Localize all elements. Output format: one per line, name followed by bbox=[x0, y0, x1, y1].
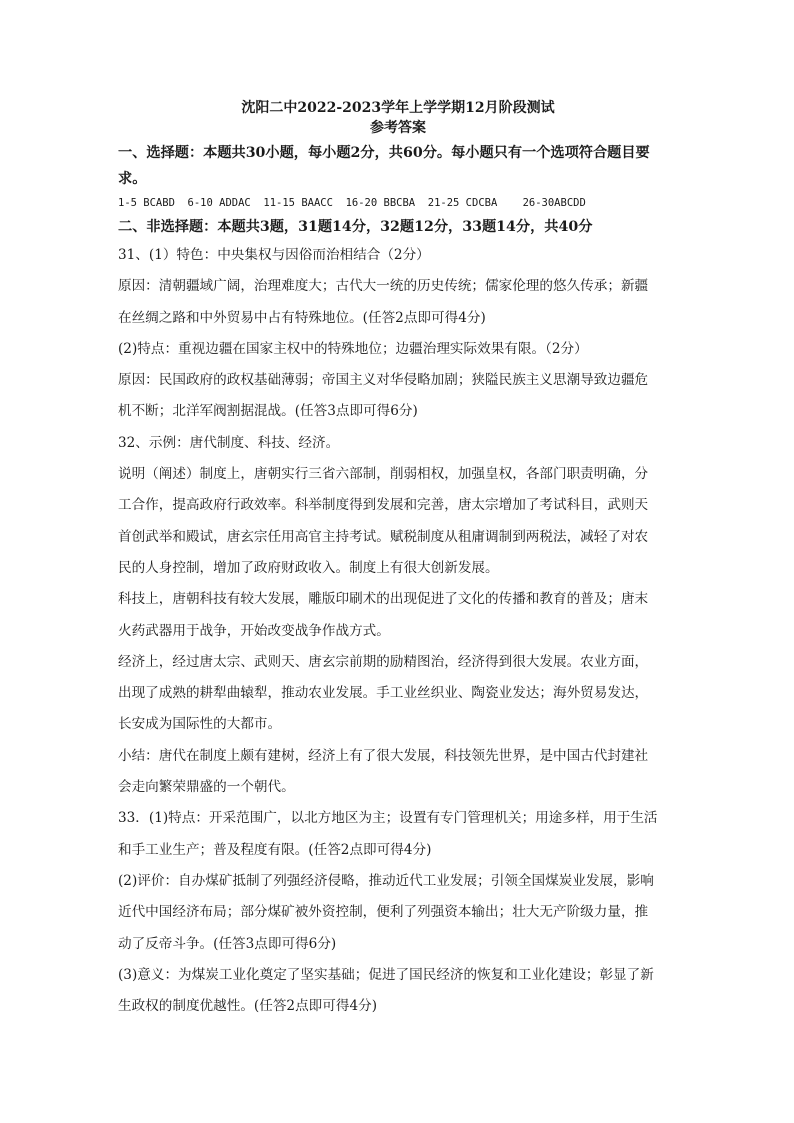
page-subtitle: 参考答案 bbox=[370, 120, 426, 136]
answer-line: 小结：唐代在制度上颇有建树，经济上有了很大发展，科技领先世界，是中国古代封建社 bbox=[118, 747, 649, 764]
answer-line: 近代中国经济布局；部分煤矿被外资控制，便利了列强资本输出；壮大无产阶级力量，推 bbox=[118, 904, 649, 921]
answer-line: 说明（阐述）制度上，唐朝实行三省六部制，削弱相权，加强皇权，各部门职责明确，分 bbox=[118, 466, 649, 483]
page-title: 沈阳二中2022-2023学年上学学期12月阶段测试 bbox=[241, 100, 555, 116]
multiple-choice-answers: 1-5 BCABD 6-10 ADDAC 11-15 BAACC 16-20 BBCBA 21-25 CDCBA 26-30ABCDD bbox=[118, 197, 586, 209]
answer-line: 动了反帝斗争。(任答3点即可得6分) bbox=[118, 935, 337, 952]
answer-body bbox=[118, 240, 678, 1022]
answer-line: 生政权的制度优越性。(任答2点即可得4分) bbox=[118, 998, 377, 1015]
answer-line: 经济上，经过唐太宗、武则天、唐玄宗前期的励精图治，经济得到很大发展。农业方面， bbox=[118, 653, 649, 670]
answer-line: 机不断；北洋军阀割据混战。(任答3点即可得6分) bbox=[118, 403, 418, 420]
section-1-heading: 一、选择题：本题共30小题，每小题2分，共60分。每小题只有一个选项符合题目要 bbox=[118, 145, 650, 161]
answer-line: 和手工业生产；普及程度有限。(任答2点即可得4分) bbox=[118, 841, 432, 858]
answer-line: 原因：清朝疆域广阔，治理难度大；古代大一统的历史传统；儒家伦理的悠久传承；新疆 bbox=[118, 278, 649, 295]
answer-line: 出现了成熟的耕犁曲辕犁，推动农业发展。手工业丝织业、陶瓷业发达；海外贸易发达， bbox=[118, 685, 649, 702]
answer-line: 原因：民国政府的政权基础薄弱；帝国主义对华侵略加剧；狭隘民族主义思潮导致边疆危 bbox=[118, 372, 649, 389]
answer-line: (2)评价：自办煤矿抵制了列强经济侵略，推动近代工业发展；引领全国煤炭业发展，影响 bbox=[118, 872, 654, 889]
answer-line: 民的人身控制，增加了政府财政收入。制度上有很大创新发展。 bbox=[118, 559, 499, 576]
answer-line: (2)特点：重视边疆在国家主权中的特殊地位；边疆治理实际效果有限。（2分） bbox=[118, 340, 588, 357]
answer-sheet bbox=[118, 98, 678, 1022]
answer-line: 火药武器用于战争，开始改变战争作战方式。 bbox=[118, 622, 390, 639]
answer-line: 32、示例：唐代制度、科技、经济。 bbox=[118, 434, 340, 451]
answer-line: 长安成为国际性的大都市。 bbox=[118, 716, 282, 733]
section-2-heading: 二、非选择题：本题共3题，31题14分，32题12分，33题14分，共40分 bbox=[118, 219, 593, 235]
answer-line: 首创武举和殿试，唐玄宗任用高官主持考试。赋税制度从租庸调制到两税法，减轻了对农 bbox=[118, 528, 649, 545]
answer-line: 33．(1)特点：开采范围广，以北方地区为主；设置有专门管理机关；用途多样，用于生活 bbox=[118, 810, 658, 827]
answer-line: (3)意义：为煤炭工业化奠定了坚实基础；促进了国民经济的恢复和工业化建设；彰显了新 bbox=[118, 966, 654, 983]
answer-line: 31、(1）特色：中央集权与因俗而治相结合（2分） bbox=[118, 247, 430, 263]
answer-line: 在丝绸之路和中外贸易中占有特殊地位。(任答2点即可得4分) bbox=[118, 309, 486, 326]
answer-line: 科技上，唐朝科技有较大发展，雕版印刷术的出现促进了文化的传播和教育的普及；唐末 bbox=[118, 591, 649, 608]
answer-line: 会走向繁荣鼎盛的一个朝代。 bbox=[118, 779, 295, 796]
answer-line: 工合作，提高政府行政效率。科举制度得到发展和完善，唐太宗增加了考试科目，武则天 bbox=[118, 497, 649, 514]
section-1-heading-cont: 求。 bbox=[118, 171, 147, 187]
